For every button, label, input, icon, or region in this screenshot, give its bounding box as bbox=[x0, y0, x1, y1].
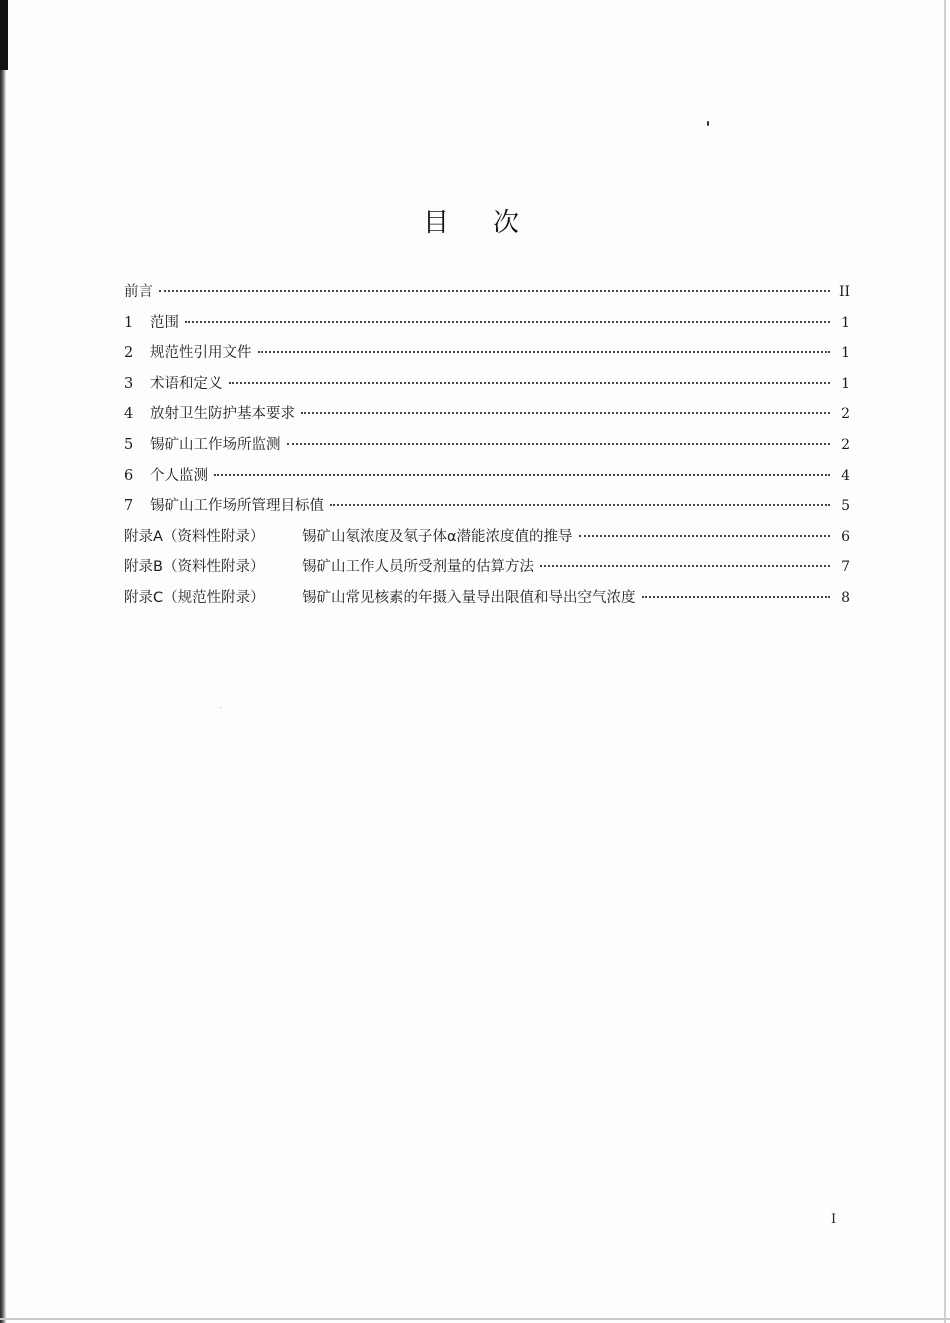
toc-leader-dots bbox=[540, 565, 830, 567]
scan-bottom-edge bbox=[0, 1318, 950, 1320]
toc-entry-page: 6 bbox=[841, 528, 850, 545]
toc-appendix-prefix: 附录B（资料性附录） bbox=[124, 559, 265, 576]
toc-entry[interactable] bbox=[124, 433, 850, 464]
toc-entry-number: 5 bbox=[124, 436, 134, 453]
toc-entry[interactable] bbox=[124, 494, 850, 525]
toc-leader-dots bbox=[159, 290, 830, 292]
toc-entry-label: 锡矿山常见核素的年摄入量导出限值和导出空气浓度 bbox=[302, 589, 636, 606]
toc-entry-number: 4 bbox=[124, 406, 134, 423]
toc-entry[interactable] bbox=[124, 372, 850, 403]
toc-entry-page: 2 bbox=[841, 406, 850, 423]
toc-leader-dots bbox=[229, 382, 831, 384]
toc-entry-page: 2 bbox=[841, 436, 850, 453]
toc-entry-label: 锡矿山氡浓度及氡子体α潜能浓度值的推导 bbox=[302, 528, 573, 545]
toc-entry[interactable] bbox=[124, 464, 850, 495]
toc-leader-dots bbox=[258, 351, 831, 353]
toc-entry-appendix[interactable] bbox=[124, 555, 850, 586]
toc-leader-dots bbox=[330, 504, 830, 506]
toc-entry-label: 范围 bbox=[150, 314, 179, 331]
toc-entry-label: 锡矿山工作人员所受剂量的估算方法 bbox=[302, 559, 534, 576]
toc-entry-label: 规范性引用文件 bbox=[150, 345, 252, 362]
toc-entry-page: 1 bbox=[841, 314, 850, 331]
toc-entry-label: 锡矿山工作场所管理目标值 bbox=[150, 498, 324, 515]
toc-entry-page: 8 bbox=[841, 589, 850, 606]
table-of-contents bbox=[124, 280, 850, 617]
toc-entry-number: 6 bbox=[124, 467, 134, 484]
toc-entry-page: 4 bbox=[841, 467, 850, 484]
toc-entry-page: 1 bbox=[841, 345, 850, 362]
toc-leader-dots bbox=[185, 321, 830, 323]
toc-appendix-prefix: 附录A（资料性附录） bbox=[124, 528, 265, 545]
scan-right-edge bbox=[944, 0, 946, 1323]
toc-entry-page: 7 bbox=[841, 559, 850, 576]
toc-entry-number: 2 bbox=[124, 345, 134, 362]
toc-entry[interactable] bbox=[124, 402, 850, 433]
toc-entry-page: 5 bbox=[841, 498, 850, 515]
toc-entry[interactable] bbox=[124, 311, 850, 342]
toc-entry-appendix[interactable] bbox=[124, 586, 850, 617]
toc-entry-number: 3 bbox=[124, 375, 134, 392]
page-title: 目次 bbox=[422, 208, 563, 238]
page-number: I bbox=[831, 1212, 837, 1227]
toc-entry-label: 术语和定义 bbox=[150, 375, 223, 392]
toc-leader-dots bbox=[301, 412, 830, 414]
toc-leader-dots bbox=[642, 596, 831, 598]
toc-entry-label: 前言 bbox=[124, 284, 153, 300]
scan-speck bbox=[220, 707, 221, 708]
scan-left-edge bbox=[0, 0, 6, 1323]
toc-entry-number: 7 bbox=[124, 498, 134, 515]
toc-entry-appendix[interactable] bbox=[124, 525, 850, 556]
toc-leader-dots bbox=[287, 443, 831, 445]
scan-speck bbox=[707, 121, 709, 126]
toc-entry-label: 锡矿山工作场所监测 bbox=[150, 436, 281, 453]
scan-left-edge-dark bbox=[0, 0, 8, 70]
toc-entry[interactable] bbox=[124, 341, 850, 372]
toc-entry-page: 1 bbox=[841, 375, 850, 392]
toc-leader-dots bbox=[579, 535, 830, 537]
toc-entry-label: 放射卫生防护基本要求 bbox=[150, 406, 295, 423]
toc-entry-page: II bbox=[838, 284, 850, 300]
toc-appendix-prefix: 附录C（规范性附录） bbox=[124, 589, 265, 606]
toc-leader-dots bbox=[214, 474, 830, 476]
toc-entry-number: 1 bbox=[124, 314, 134, 331]
toc-entry-label: 个人监测 bbox=[150, 467, 208, 484]
toc-entry[interactable] bbox=[124, 280, 850, 311]
